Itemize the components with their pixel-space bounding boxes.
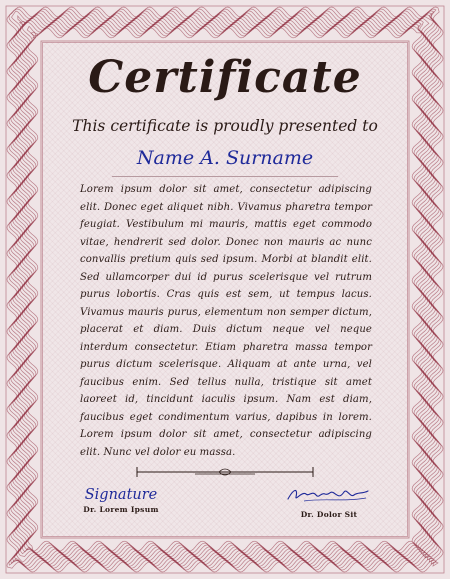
handwritten-signature [284,486,374,504]
certificate-subtitle: This certificate is proudly presented to [72,117,378,135]
signature-block-right [264,486,394,519]
recipient-name: Name A. Surname [136,147,314,169]
certificate-title: Certificate [88,52,362,103]
name-underline [112,176,338,177]
ornament-divider [135,464,315,480]
signer-title-left: Dr. Lorem Ipsum [83,505,159,514]
signature-text: Signature [84,487,158,503]
signer-title-right: Dr. Dolor Sit [300,510,358,519]
certificate-body-text: Lorem ipsum dolor sit amet, consectetur adipiscing elit. Donec eget aliquet nibh. Vivamus pharetra tempor feugiat. Vestibulum mi mauris, mattis eget commodo vitae, hendrerit sed dolor. Donec non mauris ac nunc convallis pretium quis sed ipsum. Morbi at blandit elit. Sed ullamcorper dui id purus scelerisque vel rutrum purus lobortis. Cras quis est sem, ut tempus lacus. Vivamus mauris purus, elementum non semper dictum, placerat et diam. Duis dictum neque vel neque interdum consectetur. Etiam pharetra massa tempor purus dictum scelerisque. Aliquam at ante urna, vel faucibus enim. Sed tellus nulla, tristique sit amet laoreet id, tincidunt iaculis ipsum. Nam est diam, faucibus eget condimentum varius, dapibus in lorem. Lorem ipsum dolor sit amet, consectetur adipiscing elit. Nunc vel dolor eu massa. [80,184,372,458]
signature-block-left [56,486,186,514]
